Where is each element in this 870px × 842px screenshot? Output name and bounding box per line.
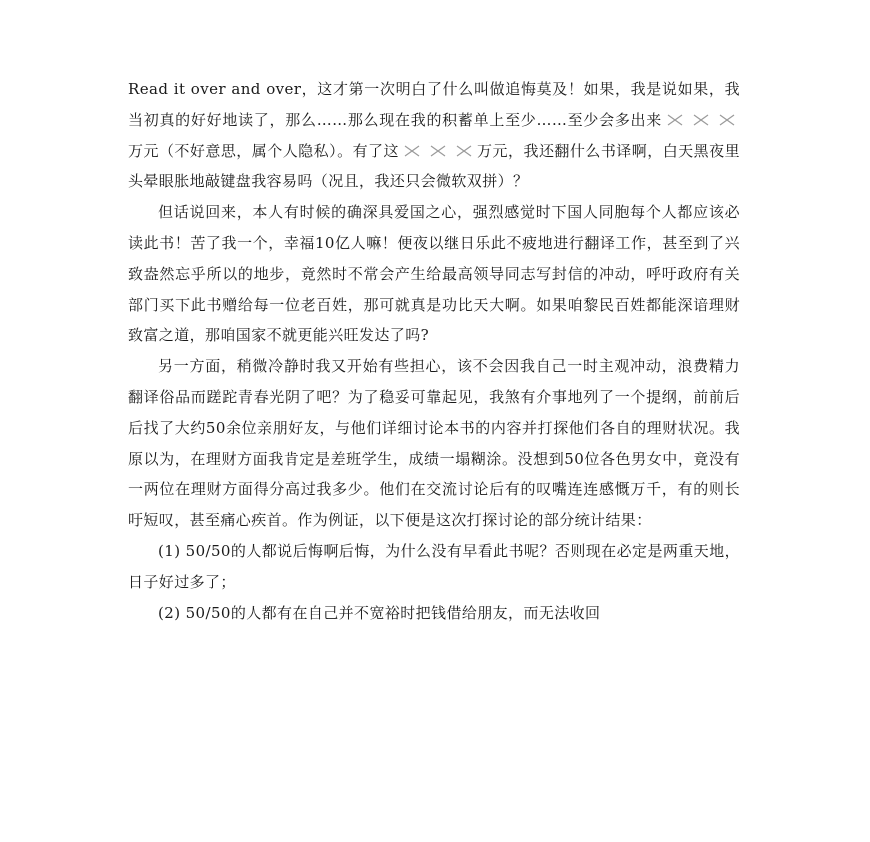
- paragraph-1-part-1: Read it over and over，这才第一次明白了什么叫做追悔莫及！如果，我是说如果，我当初真的好好地读了，那么……那么现在我的积蓄单上至少……至少会多出来: [128, 80, 740, 129]
- paragraph-3: 另一方面，稍微冷静时我又开始有些担心，该不会因我自己一时主观冲动，浪费精力翻译俗品而蹉跎青春光阴了吧？为了稳妥可靠起见，我煞有介事地列了一个提纲，前前后后找了大约50余位亲朋好友，与他们详细讨论本书的内容并打探他们各自的理财状况。我原以为，在理财方面我肯定是差班学生，成绩一塌糊涂。没想到50位各色男女中，竟没有一两位在理财方面得分高过我多少。他们在交流讨论后有的叹嘴连连感慨万千，有的则长吁短叹，甚至痛心疾首。作为例证，以下便是这次打探讨论的部分统计结果：: [128, 357, 740, 530]
- redacted-x-mark-icon: [691, 113, 711, 127]
- list-item-1: (1) 50/50的人都说后悔啊后悔，为什么没有早看此书呢？否则现在必定是两重天地，日子好过多了；: [128, 541, 740, 591]
- paragraph-1-part-2: 万元（不好意思，属个人隐私）。有了这: [128, 141, 399, 160]
- document-page: [128, 74, 740, 628]
- paragraph-2: 但话说回来，本人有时候的确深具爱国之心，强烈感觉时下国人同胞每个人都应该必读此书！苦了我一个，幸福10亿人嘛！便夜以继日乐此不疲地进行翻译工作，甚至到了兴致盎然忘乎所以的地步，竟然时不常会产生给最高领导同志写封信的冲动，呼吁政府有关部门买下此书赠给每一位老百姓，那可就真是功比天大啊。如果咱黎民百姓都能深谙理财致富之道，那咱国家不就更能兴旺发达了吗?: [128, 203, 740, 345]
- redacted-x-mark-icon: [717, 113, 737, 127]
- redacted-x-mark-icon: [665, 113, 685, 127]
- redacted-x-mark-icon: [402, 144, 422, 158]
- paragraph-1-part-3: 万元，我还翻什么书译啊，白天黑夜里头晕眼胀地敲键盘我容易吗（况且，我还只会微软双拼）？: [128, 141, 740, 191]
- list-item-2: (2) 50/50的人都有在自己并不宽裕时把钱借给朋友，而无法收回: [158, 603, 601, 622]
- redacted-x-mark-icon: [428, 144, 448, 158]
- paragraph-1: [128, 74, 740, 197]
- redacted-x-mark-icon: [454, 144, 474, 158]
